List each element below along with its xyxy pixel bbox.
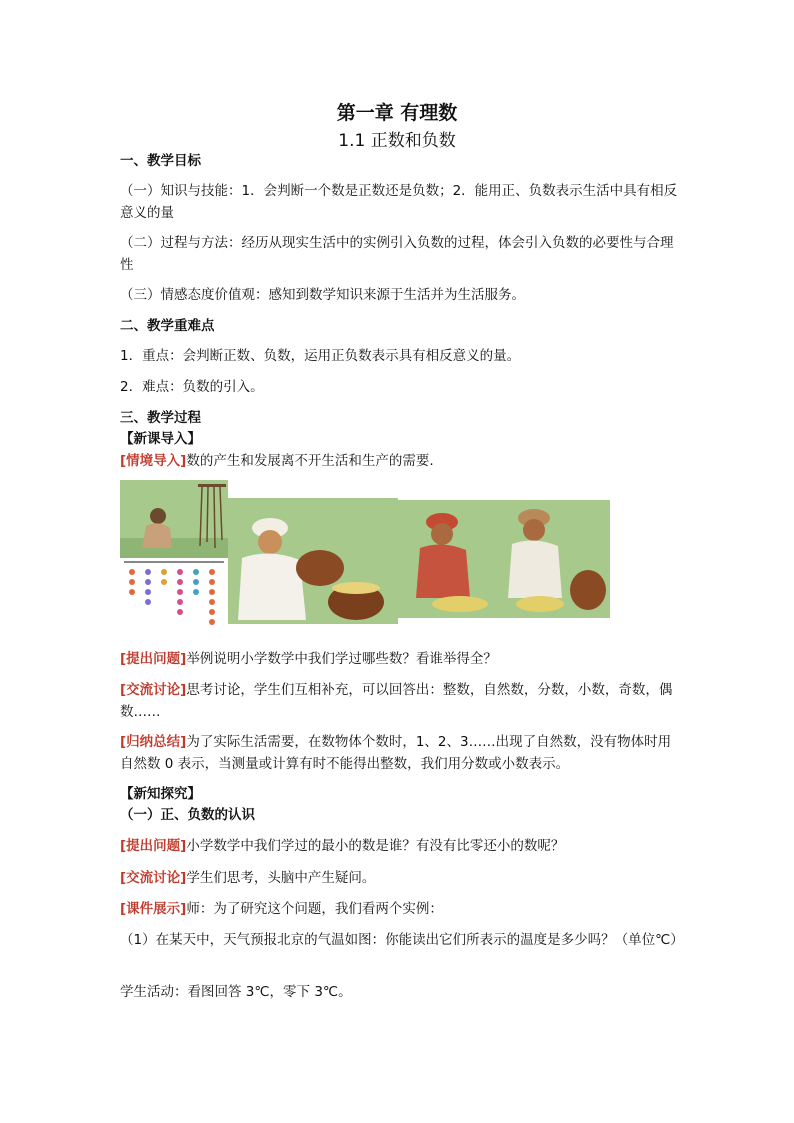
example-1: （1）在某天中，天气预报北京的气温如图：你能读出它们所表示的温度是多少吗？（单位℃） <box>120 932 684 948</box>
summary-text: 为了实际生活需要，在数物体个数时，1、2、3……出现了自然数，没有物体时用自然数 0 表示，当测量或计算有时不能得出整数，我们用分数或小数表示。 <box>120 734 672 772</box>
discussion-paragraph-1 <box>120 679 680 723</box>
tag-ask-question-2: [提出问题] <box>120 838 187 854</box>
discussion-text-1: 思考讨论，学生们互相补充，可以回答出：整数，自然数，分数，小数，奇数，偶数…… <box>120 682 673 720</box>
courseware-text: 师：为了研究这个问题，我们看两个实例： <box>186 901 443 917</box>
question-paragraph-2 <box>120 835 680 857</box>
key-point: 1．重点：会判断正数、负数，运用正负数表示具有相反意义的量。 <box>120 348 521 364</box>
difficult-point: 2．难点：负数的引入。 <box>120 379 264 395</box>
intro-paragraph <box>120 450 680 472</box>
courseware-paragraph <box>120 898 680 920</box>
section-title: 1.1 正数和负数 <box>338 131 456 151</box>
chapter-title: 第一章 有理数 <box>336 102 458 124</box>
tag-courseware: [课件展示] <box>120 901 187 917</box>
student-activity: 学生活动：看图回答 3℃，零下 3℃。 <box>120 984 352 1000</box>
question-text-1: 举例说明小学数学中我们学过哪些数？看谁举得全？ <box>186 651 497 667</box>
goal-knowledge: （一）知识与技能：1．会判断一个数是正数还是负数；2．能用正、负数表示生活中具有相反意义的量 <box>120 183 678 221</box>
goal-attitude: （三）情感态度价值观：感知到数学知识来源于生活并为生活服务。 <box>120 287 525 303</box>
illustration-ancient-counting <box>120 480 610 628</box>
goal-process: （二）过程与方法：经历从现实生活中的实例引入负数的过程，体会引入负数的必要性与合理性 <box>120 235 674 273</box>
question-text-2: 小学数学中我们学过的最小的数是谁？有没有比零还小的数呢？ <box>186 838 565 854</box>
heading-new-knowledge: 【新知探究】 <box>120 786 201 802</box>
heading-key-points: 二、教学重难点 <box>120 318 215 334</box>
intro-text: 数的产生和发展离不开生活和生产的需要. <box>186 453 434 469</box>
summary-paragraph <box>120 731 680 775</box>
tag-summary: [归纳总结] <box>120 734 187 750</box>
tag-discussion: [交流讨论] <box>120 682 187 698</box>
heading-new-lesson: 【新课导入】 <box>120 431 201 447</box>
question-paragraph-1 <box>120 648 680 670</box>
heading-positive-negative: （一）正、负数的认识 <box>120 807 255 823</box>
tag-discussion-2: [交流讨论] <box>120 870 187 886</box>
tag-ask-question: [提出问题] <box>120 651 187 667</box>
beaded-cords <box>129 569 215 625</box>
discussion-paragraph-2 <box>120 867 680 889</box>
tag-situation: [情境导入] <box>120 453 187 469</box>
heading-teaching-goals: 一、教学目标 <box>120 153 201 169</box>
discussion-text-2: 学生们思考，头脑中产生疑问。 <box>186 870 376 886</box>
heading-teaching-process: 三、教学过程 <box>120 410 201 426</box>
